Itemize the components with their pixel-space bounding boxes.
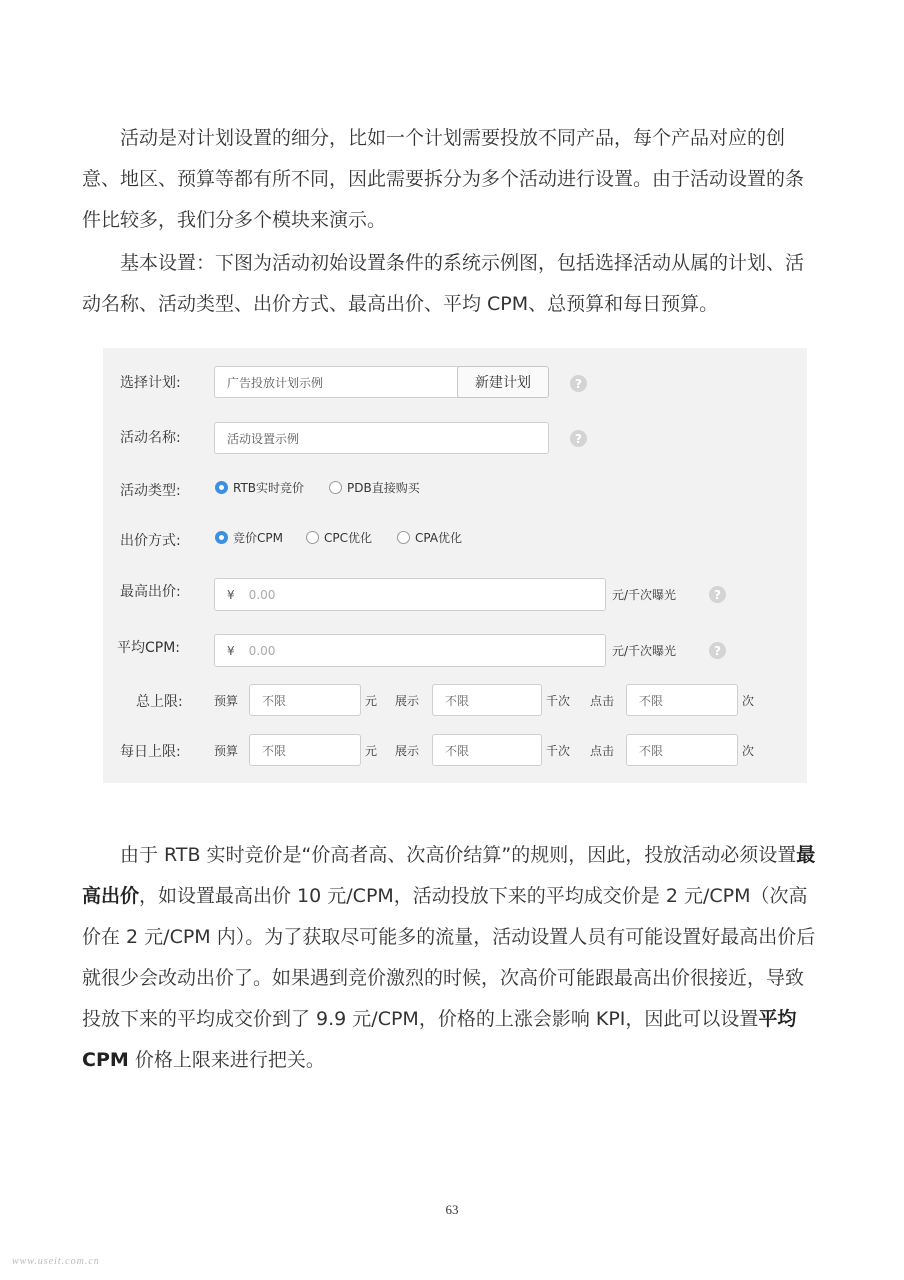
bold-avg-cpm: 平均 CPM [82,1008,797,1071]
help-icon[interactable]: ? [709,586,726,603]
daily-budget-input[interactable] [249,734,361,766]
max-bid-unit: 元/千次曝光 [612,588,677,602]
campaign-name-input[interactable] [214,422,549,454]
max-bid-label: 最高出价: [120,584,181,600]
total-impressions-unit: 千次 [546,694,571,708]
radio-unselected-icon [397,531,410,544]
text-run: 价格上限来进行把关。 [128,1049,325,1071]
radio-cpa[interactable] [397,529,462,546]
daily-impressions-label: 展示 [395,744,420,758]
total-clicks-unit: 次 [742,694,755,708]
total-impressions-input[interactable] [432,684,542,716]
avg-cpm-label: 平均CPM: [117,640,181,656]
plan-select-value: 广告投放计划示例 [227,375,324,390]
daily-impressions-unit: 千次 [546,744,571,758]
max-bid-input[interactable] [214,578,606,611]
plan-label: 选择计划: [120,375,181,391]
radio-pdb-label: PDB直接购买 [347,481,420,495]
daily-clicks-placeholder: 不限 [639,743,664,758]
daily-impressions-placeholder: 不限 [445,743,470,758]
radio-cpm-label: 竞价CPM [233,531,283,545]
total-impressions-label: 展示 [395,694,420,708]
radio-unselected-icon [329,481,342,494]
radio-pdb[interactable] [329,479,420,496]
total-clicks-placeholder: 不限 [639,693,664,708]
campaign-name-value: 活动设置示例 [227,431,300,446]
page-number: 63 [445,1202,459,1217]
text-run: ，如设置最高出价 10 元/CPM，活动投放下来的平均成交价是 2 元/CPM（次高价在 2 元/CPM 内）。为了获取尽可能多的流量，活动设置人员有可能设置好最高出价后就很少会改动出价了。如果遇到竞价激烈的时候，次高价可能跟最高出价很接近，导致投放下来的平均成交价到了 9.9 元/CPM，价格的上涨会影响 KPI，因此可以设置 [82,885,816,1030]
total-budget-placeholder: 不限 [262,693,287,708]
daily-impressions-input[interactable] [432,734,542,766]
radio-cpa-label: CPA优化 [415,531,463,545]
daily-clicks-input[interactable] [626,734,738,766]
total-budget-label: 预算 [214,694,239,708]
daily-budget-placeholder: 不限 [262,743,287,758]
radio-selected-icon [215,481,228,494]
total-clicks-input[interactable] [626,684,738,716]
currency-symbol: ¥ [227,587,235,602]
radio-unselected-icon [306,531,319,544]
daily-limit-label: 每日上限: [120,744,181,760]
campaign-name-label: 活动名称: [120,430,181,446]
watermark: www.useit.com.cn [12,1256,100,1267]
help-icon[interactable]: ? [570,375,587,392]
radio-cpc[interactable] [306,529,372,546]
bid-method-label: 出价方式: [120,533,181,549]
campaign-settings-form [103,348,807,783]
radio-selected-icon [215,531,228,544]
text-run: 由于 RTB 实时竞价是“价高者高、次高价结算”的规则，因此，投放活动必须设置 [82,844,797,866]
currency-symbol: ¥ [227,643,235,658]
intro-paragraph: 活动是对计划设置的细分，比如一个计划需要投放不同产品，每个产品对应的创意、地区、预算等都有所不同，因此需要拆分为多个活动进行设置。由于活动设置的条件比较多，我们分多个模块来演示。 [82,127,805,231]
avg-cpm-input[interactable] [214,634,606,667]
max-bid-placeholder: 0.00 [248,587,276,602]
rtb-explanation-paragraph [82,835,822,1081]
total-budget-input[interactable] [249,684,361,716]
daily-budget-label: 预算 [214,744,239,758]
avg-cpm-placeholder: 0.00 [248,643,276,658]
total-budget-unit: 元 [365,694,378,708]
total-impressions-placeholder: 不限 [445,693,470,708]
radio-rtb[interactable] [215,479,304,496]
radio-cpm[interactable] [215,529,283,546]
daily-clicks-unit: 次 [742,744,755,758]
bold-max-bid: 最高出价 [82,844,816,907]
campaign-type-label: 活动类型: [120,483,181,499]
radio-rtb-label: RTB实时竞价 [233,481,305,495]
daily-clicks-label: 点击 [590,744,615,758]
help-icon[interactable]: ? [570,430,587,447]
total-clicks-label: 点击 [590,694,615,708]
total-limit-label: 总上限: [136,694,183,710]
daily-budget-unit: 元 [365,744,378,758]
radio-cpc-label: CPC优化 [324,531,372,545]
basic-settings-paragraph: 基本设置：下图为活动初始设置条件的系统示例图，包括选择活动从属的计划、活动名称、活动类型、出价方式、最高出价、平均 CPM、总预算和每日预算。 [82,252,805,315]
help-icon[interactable]: ? [709,642,726,659]
new-plan-button[interactable]: 新建计划 [457,366,549,398]
avg-cpm-unit: 元/千次曝光 [612,644,677,658]
